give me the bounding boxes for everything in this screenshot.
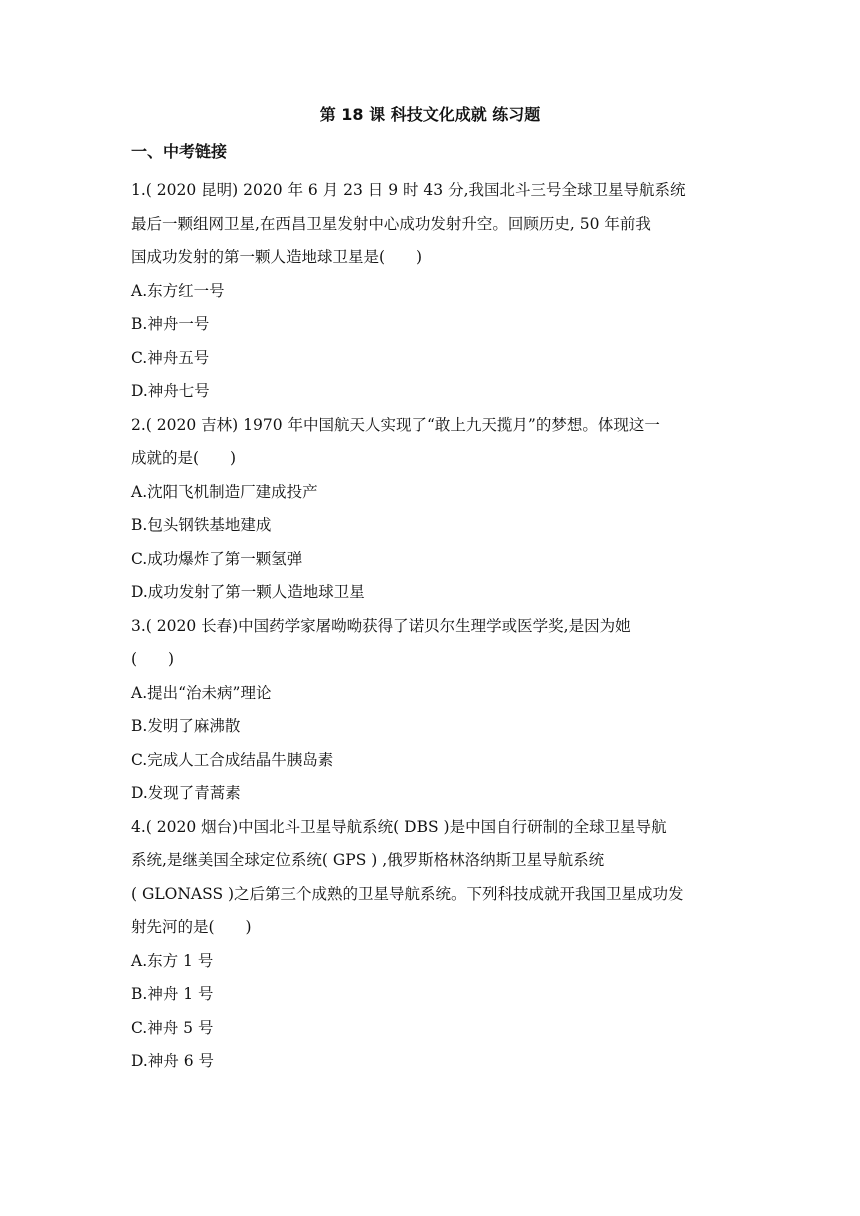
question-stem-line: ( ) xyxy=(131,650,175,668)
question-3 xyxy=(131,610,731,811)
question-stem-line: 最后一颗组网卫星,在西昌卫星发射中心成功发射升空。回顾历史, 50 年前我 xyxy=(131,214,651,233)
option-c: C.神舟五号 xyxy=(131,348,210,367)
option-c: C.成功爆炸了第一颗氢弹 xyxy=(131,549,303,568)
question-stem-line: 国成功发射的第一颗人造地球卫星是( ) xyxy=(131,248,423,266)
question-stem-line: 射先河的是( ) xyxy=(131,918,252,936)
section-heading: 一、中考链接 xyxy=(131,142,228,161)
question-1 xyxy=(131,174,731,409)
option-a: A.东方 1 号 xyxy=(131,951,214,970)
question-stem-line: 成就的是( ) xyxy=(131,449,237,467)
question-2 xyxy=(131,409,731,610)
question-stem-line: 4.( 2020 烟台)中国北斗卫星导航系统( DBS )是中国自行研制的全球卫星导航 xyxy=(131,817,667,836)
page-title: 第 18 课 科技文化成就 练习题 xyxy=(319,105,541,124)
question-stem-line: 2.( 2020 吉林) 1970 年中国航天人实现了“敢上九天揽月”的梦想。体现这一 xyxy=(131,415,660,434)
option-b: B.包头钢铁基地建成 xyxy=(131,516,272,534)
option-a: A.沈阳飞机制造厂建成投产 xyxy=(131,482,318,501)
option-b: B.神舟一号 xyxy=(131,315,210,333)
question-4 xyxy=(131,811,731,1079)
option-c: C.完成人工合成结晶牛胰岛素 xyxy=(131,750,334,769)
question-stem-line: 1.( 2020 昆明) 2020 年 6 月 23 日 9 时 43 分,我国北斗三号全球卫星导航系统 xyxy=(131,181,686,199)
question-stem-line: 3.( 2020 长春)中国药学家屠呦呦获得了诺贝尔生理学或医学奖,是因为她 xyxy=(131,616,631,635)
option-d: D.发现了青蒿素 xyxy=(131,784,241,802)
option-d: D.神舟七号 xyxy=(131,382,210,400)
option-a: A.提出“治未病”理论 xyxy=(131,683,272,702)
option-d: D.神舟 6 号 xyxy=(131,1052,215,1070)
option-b: B.发明了麻沸散 xyxy=(131,717,241,735)
option-a: A.东方红一号 xyxy=(131,281,225,300)
option-d: D.成功发射了第一颗人造地球卫星 xyxy=(131,583,365,601)
option-b: B.神舟 1 号 xyxy=(131,985,214,1003)
option-c: C.神舟 5 号 xyxy=(131,1018,214,1037)
question-stem-line: 系统,是继美国全球定位系统( GPS ) ,俄罗斯格林洛纳斯卫星导航系统 xyxy=(131,851,605,869)
document-content xyxy=(131,140,731,1079)
question-stem-line: ( GLONASS )之后第三个成熟的卫星导航系统。下列科技成就开我国卫星成功发 xyxy=(131,884,684,903)
